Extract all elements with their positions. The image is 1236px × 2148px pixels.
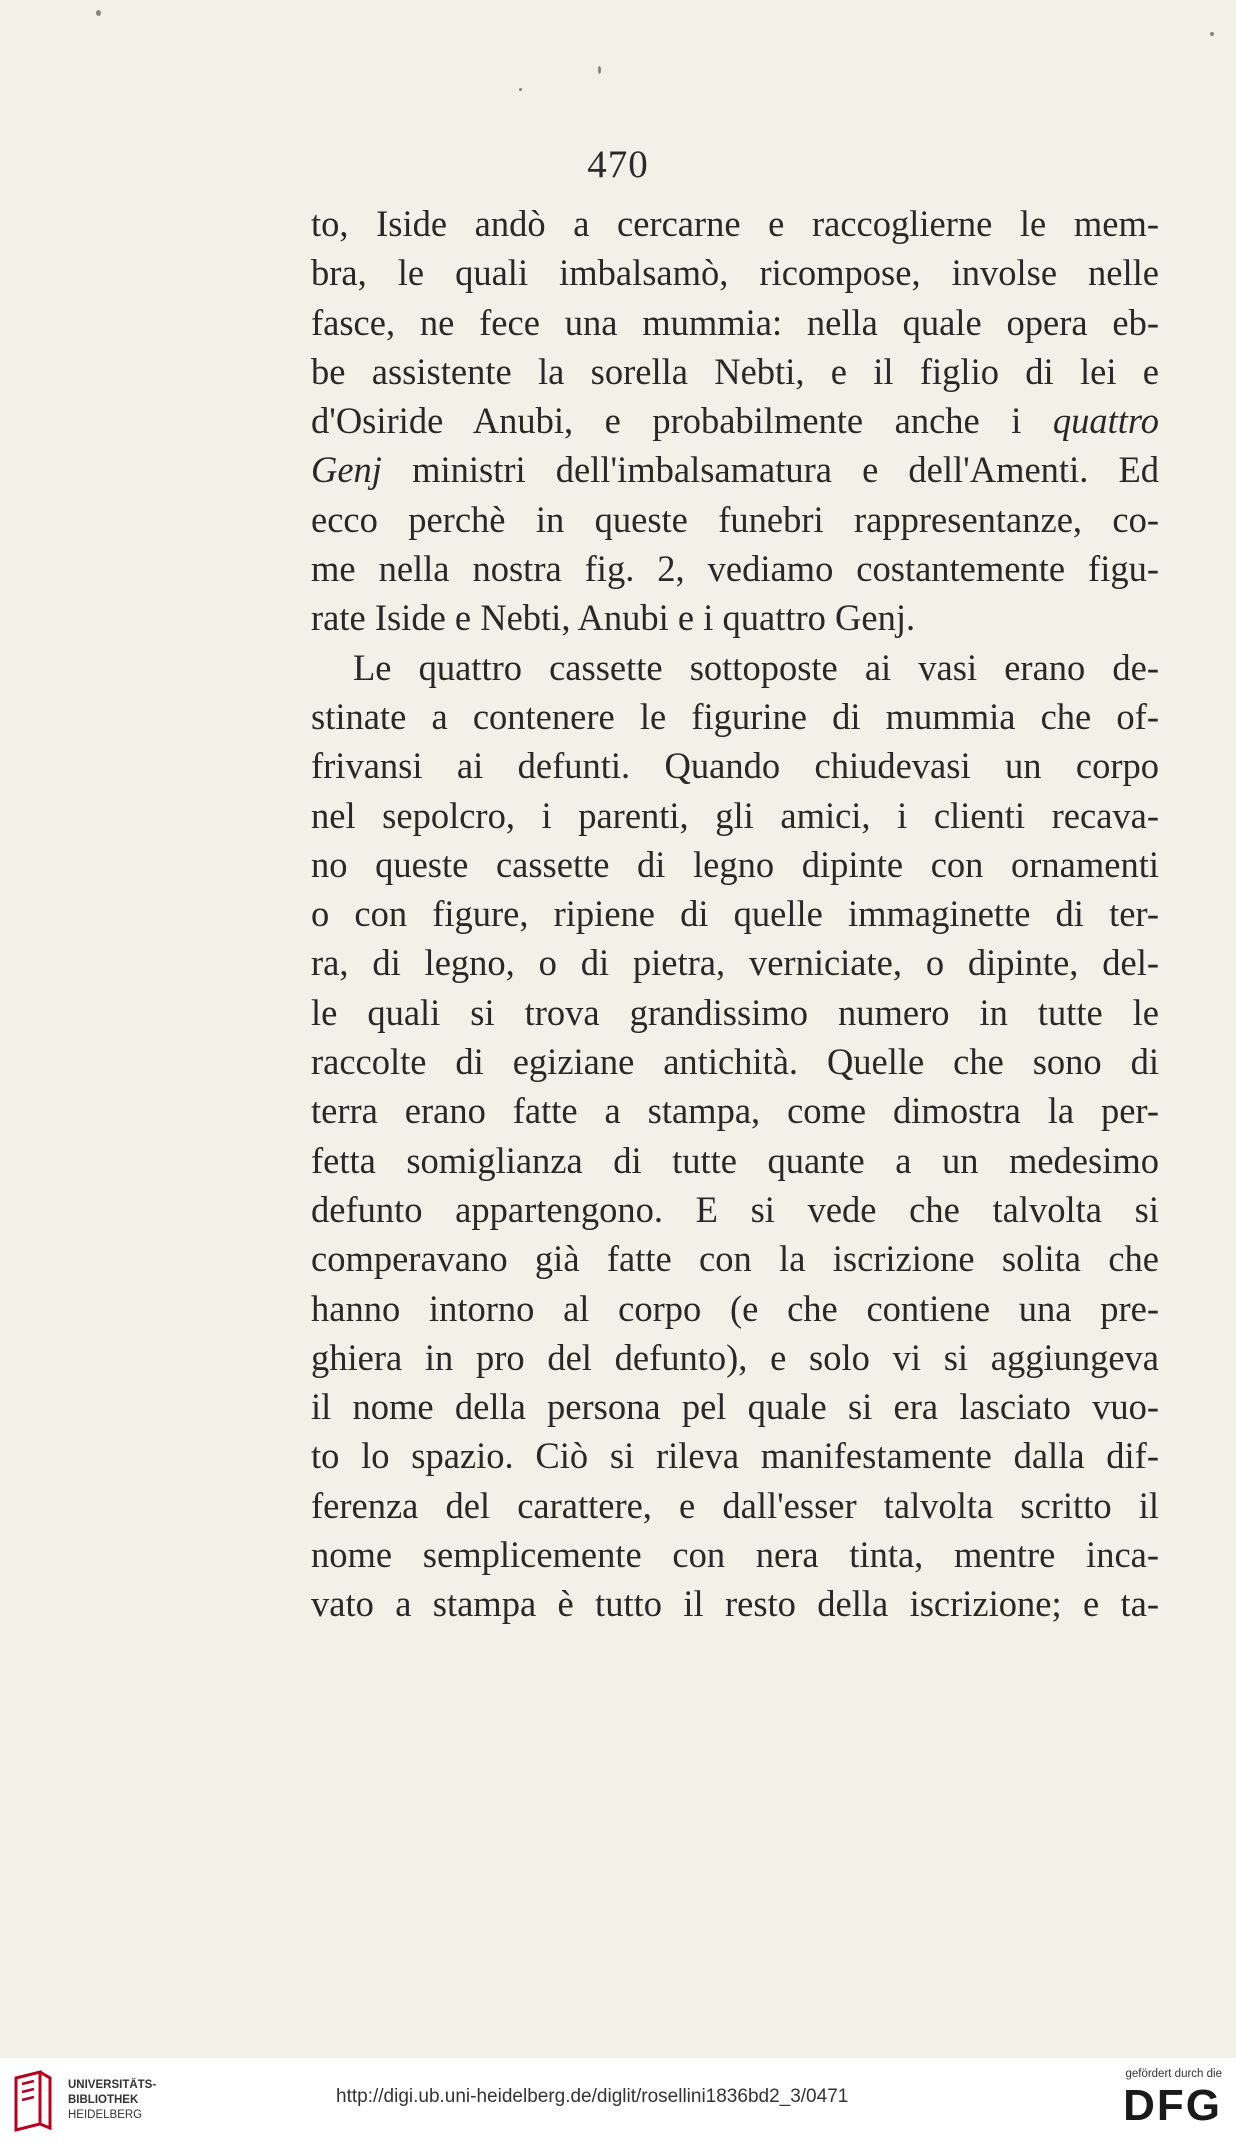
library-name-line: UNIVERSITÄTS- [68,2079,157,2091]
text-line: bra, le quali imbalsamò, ricompose, involse nelle [311,252,1159,294]
source-url-link[interactable]: http://digi.ub.uni-heidelberg.de/diglit/rosellini1836bd2_3/0471 [336,2086,849,2107]
text-line: le quali si trova grandissimo numero in tutte le [311,991,1159,1033]
paper-speck [1210,32,1214,36]
text-line: rate Iside e Nebti, Anubi e i quattro Genj. [311,597,916,639]
text-line: no queste cassette di legno dipinte con ornamenti [311,843,1159,885]
text-line: nel sepolcro, i parenti, gli amici, i clienti recava- [311,794,1159,836]
text-segment: d'Osiride Anubi, e probabilmente anche i [311,400,1022,442]
text-line: raccolte di egiziane antichità. Quelle che sono di [311,1041,1159,1083]
paper-speck [519,88,522,91]
text-line: nome semplicemente con nera tinta, mentre inca- [311,1534,1159,1576]
text-line: hanno intorno al corpo (e che contiene una pre- [311,1287,1159,1329]
library-name [68,2078,156,2123]
text-line: ra, di legno, o di pietra, verniciate, o dipinte, del- [311,942,1159,984]
university-library-logo-icon [10,2070,56,2134]
dfg-logo: DFG [1123,2081,1222,2130]
library-name-line: BIBLIOTHEK [68,2094,139,2106]
text-line: stinate a contenere le figurine di mummia che of- [311,695,1159,737]
paper-speck [96,10,101,16]
library-name-line: HEIDELBERG [68,2109,143,2121]
text-segment: ministri dell'imbalsamatura e dell'Amenti. Ed [412,449,1160,491]
text-line: il nome della persona pel quale si era lasciato vuo- [311,1386,1159,1428]
text-line: comperavano già fatte con la iscrizione solita che [311,1238,1159,1280]
viewer-footer [0,2058,1236,2148]
text-line-with-italic [311,396,1159,445]
text-line: ferenza del carattere, e dall'esser talvolta scritto il [311,1484,1159,1526]
text-line: to, Iside andò a cercarne e raccoglierne le mem- [311,203,1159,244]
text-line: terra erano fatte a stampa, come dimostra la per- [311,1090,1159,1132]
paragraph-start-line: Le quattro cassette sottoposte ai vasi erano de- [353,646,1159,688]
text-line: o con figure, ripiene di quelle immaginette di ter- [311,893,1159,935]
text-line-with-italic [311,445,1159,494]
page-number: 470 [587,143,649,186]
text-line: frivansi ai defunti. Quando chiudevasi un corpo [311,745,1159,787]
text-line: vato a stampa è tutto il resto della iscrizione; e ta- [311,1583,1159,1625]
paper-speck [598,66,601,74]
italic-word: Genj [311,449,382,491]
text-line: fetta somiglianza di tutte quante a un medesimo [311,1139,1159,1181]
text-line: me nella nostra fig. 2, vediamo costantemente figu- [311,548,1159,590]
text-line: defunto appartengono. E si vede che talvolta si [311,1188,1159,1230]
text-line: ecco perchè in queste funebri rappresentanze, co- [311,498,1159,540]
funding-text: gefördert durch die [1125,2068,1222,2080]
italic-word: quattro [1052,400,1160,442]
body-text [311,199,1159,1629]
text-line: to lo spazio. Ciò si rileva manifestamente dalla dif- [311,1435,1159,1477]
funding-credit [1123,2068,1222,2132]
text-line: be assistente la sorella Nebti, e il figlio di lei e [311,350,1159,392]
text-line: fasce, ne fece una mummia: nella quale opera eb- [311,301,1159,343]
text-line: ghiera in pro del defunto), e solo vi si aggiungeva [311,1336,1159,1378]
